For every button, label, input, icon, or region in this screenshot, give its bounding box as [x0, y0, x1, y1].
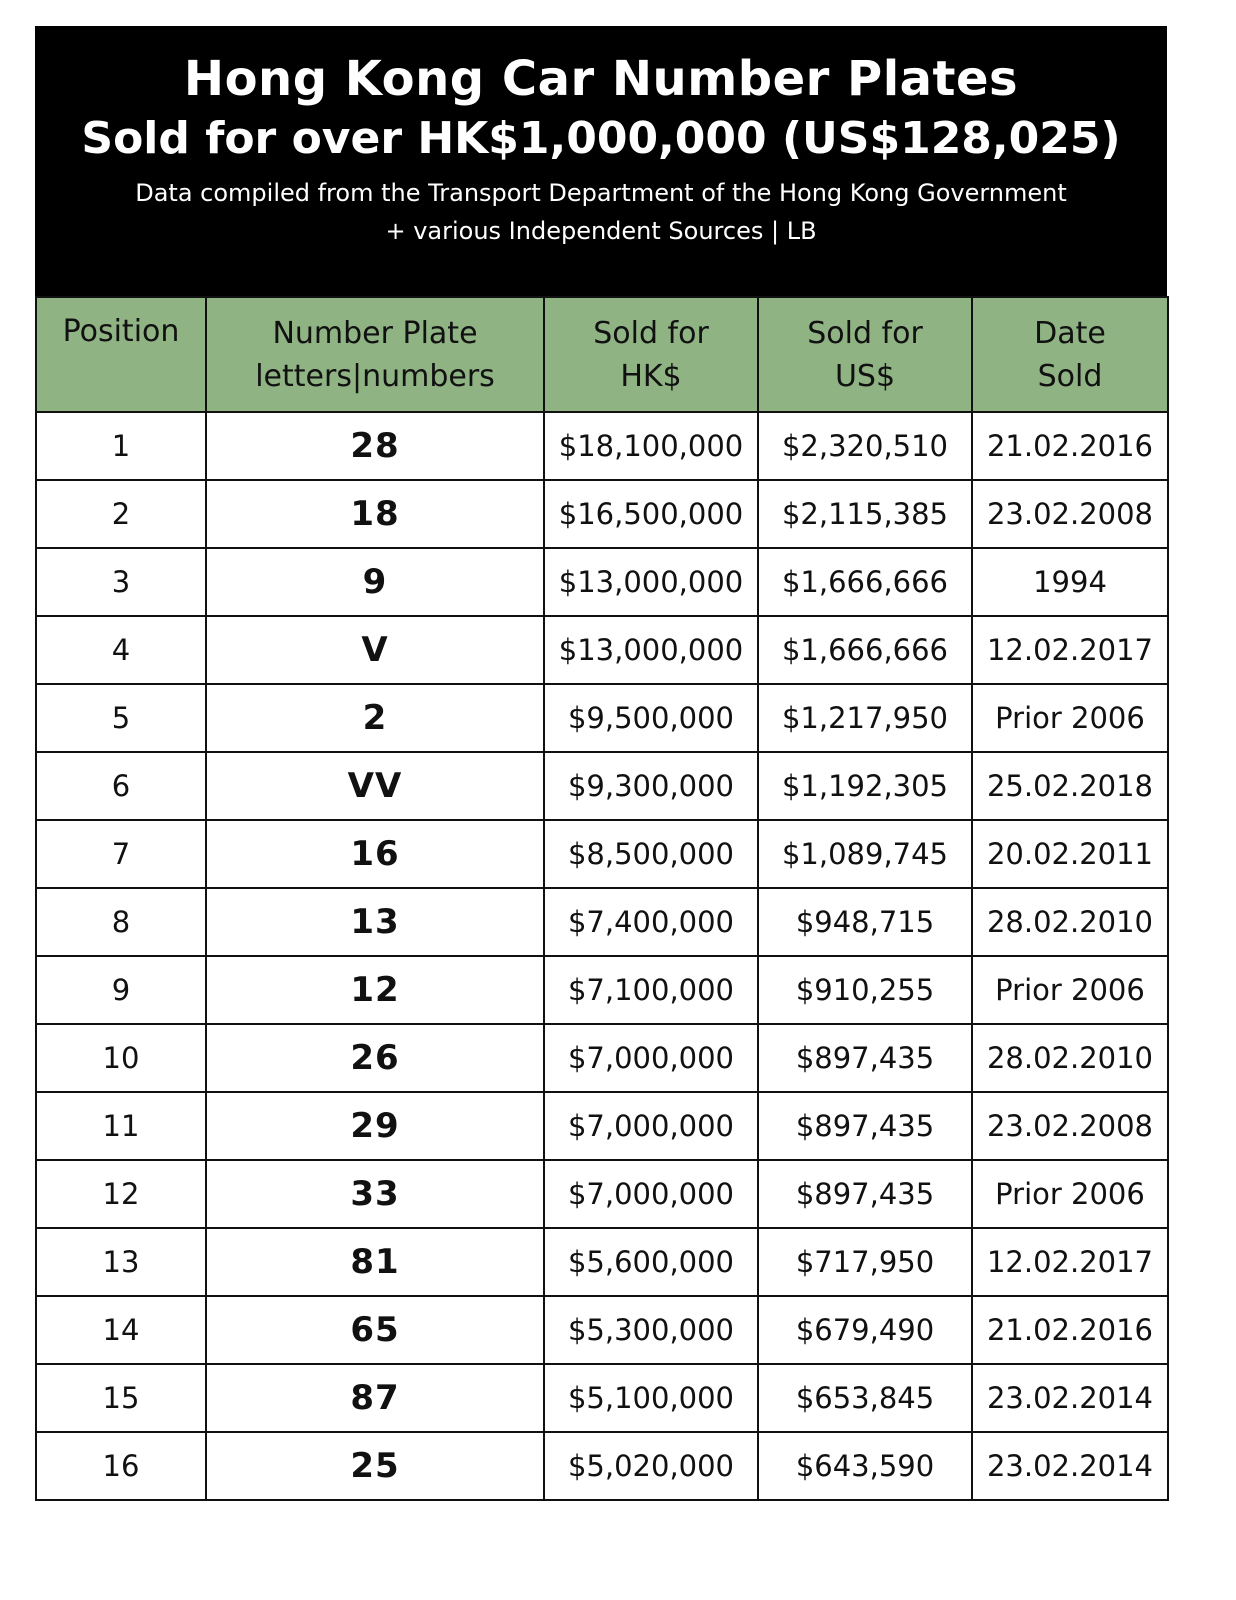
- source-line-1: Data compiled from the Transport Department of the Hong Kong Government: [135, 179, 1067, 207]
- cell-position: 2: [36, 480, 206, 548]
- cell-hkd: $16,500,000: [544, 480, 758, 548]
- cell-hkd: $7,000,000: [544, 1024, 758, 1092]
- cell-position: 14: [36, 1296, 206, 1364]
- column-header-date-line2: Sold: [1037, 358, 1103, 394]
- cell-hkd: $5,600,000: [544, 1228, 758, 1296]
- table-row: [36, 888, 1168, 956]
- column-header-plate: [206, 297, 544, 412]
- cell-date: 12.02.2017: [972, 1228, 1168, 1296]
- cell-usd: $1,192,305: [758, 752, 972, 820]
- cell-position: 15: [36, 1364, 206, 1432]
- cell-plate: V: [206, 616, 544, 684]
- table-row: [36, 616, 1168, 684]
- column-header-hkd-line2: HK$: [620, 358, 682, 394]
- source-line-2: + various Independent Sources | LB: [385, 217, 817, 245]
- column-header-usd: [758, 297, 972, 412]
- cell-usd: $2,115,385: [758, 480, 972, 548]
- title-banner: [35, 26, 1167, 296]
- cell-usd: $643,590: [758, 1432, 972, 1500]
- cell-hkd: $9,300,000: [544, 752, 758, 820]
- table-row: [36, 1160, 1168, 1228]
- plates-sheet: [35, 26, 1167, 1501]
- column-header-usd-line2: US$: [834, 358, 896, 394]
- column-header-date: [972, 297, 1168, 412]
- cell-plate: 16: [206, 820, 544, 888]
- table-row: [36, 1296, 1168, 1364]
- cell-date: 23.02.2014: [972, 1364, 1168, 1432]
- cell-hkd: $9,500,000: [544, 684, 758, 752]
- cell-date: 23.02.2008: [972, 480, 1168, 548]
- cell-usd: $897,435: [758, 1024, 972, 1092]
- cell-position: 1: [36, 412, 206, 480]
- table-row: [36, 480, 1168, 548]
- cell-plate: 12: [206, 956, 544, 1024]
- plates-table: [35, 296, 1169, 1501]
- column-header-hkd-line1: Sold for: [593, 315, 709, 351]
- table-row: [36, 412, 1168, 480]
- cell-date: 21.02.2016: [972, 1296, 1168, 1364]
- cell-usd: $1,666,666: [758, 548, 972, 616]
- column-header-plate-line1: Number Plate: [272, 315, 478, 351]
- cell-position: 4: [36, 616, 206, 684]
- cell-plate: 9: [206, 548, 544, 616]
- page-title: Hong Kong Car Number Plates: [183, 51, 1019, 107]
- table-row: [36, 1024, 1168, 1092]
- cell-hkd: $13,000,000: [544, 548, 758, 616]
- cell-hkd: $5,300,000: [544, 1296, 758, 1364]
- cell-plate: 33: [206, 1160, 544, 1228]
- column-header-plate-line2: letters|numbers: [255, 358, 495, 394]
- cell-position: 10: [36, 1024, 206, 1092]
- cell-hkd: $7,400,000: [544, 888, 758, 956]
- table-row: [36, 820, 1168, 888]
- cell-position: 13: [36, 1228, 206, 1296]
- cell-usd: $948,715: [758, 888, 972, 956]
- cell-position: 16: [36, 1432, 206, 1500]
- cell-position: 11: [36, 1092, 206, 1160]
- cell-hkd: $7,100,000: [544, 956, 758, 1024]
- cell-hkd: $7,000,000: [544, 1160, 758, 1228]
- cell-date: 1994: [972, 548, 1168, 616]
- cell-position: 6: [36, 752, 206, 820]
- cell-plate: 87: [206, 1364, 544, 1432]
- cell-usd: $717,950: [758, 1228, 972, 1296]
- table-header-row: [36, 297, 1168, 412]
- table-row: [36, 548, 1168, 616]
- cell-position: 9: [36, 956, 206, 1024]
- cell-date: 20.02.2011: [972, 820, 1168, 888]
- cell-date: 21.02.2016: [972, 412, 1168, 480]
- cell-plate: 26: [206, 1024, 544, 1092]
- cell-plate: 25: [206, 1432, 544, 1500]
- cell-usd: $910,255: [758, 956, 972, 1024]
- cell-plate: 18: [206, 480, 544, 548]
- cell-date: 23.02.2008: [972, 1092, 1168, 1160]
- cell-date: Prior 2006: [972, 956, 1168, 1024]
- cell-plate: 65: [206, 1296, 544, 1364]
- cell-date: 23.02.2014: [972, 1432, 1168, 1500]
- table-row: [36, 1092, 1168, 1160]
- cell-date: Prior 2006: [972, 1160, 1168, 1228]
- cell-usd: $1,666,666: [758, 616, 972, 684]
- cell-plate: 28: [206, 412, 544, 480]
- cell-date: 28.02.2010: [972, 888, 1168, 956]
- cell-usd: $1,217,950: [758, 684, 972, 752]
- table-row: [36, 684, 1168, 752]
- cell-plate: 81: [206, 1228, 544, 1296]
- cell-hkd: $7,000,000: [544, 1092, 758, 1160]
- cell-position: 7: [36, 820, 206, 888]
- column-header-hkd: [544, 297, 758, 412]
- cell-position: 5: [36, 684, 206, 752]
- column-header-date-line1: Date: [1034, 315, 1106, 351]
- cell-usd: $679,490: [758, 1296, 972, 1364]
- column-header-position-label: Position: [62, 314, 180, 349]
- cell-usd: $2,320,510: [758, 412, 972, 480]
- cell-hkd: $5,100,000: [544, 1364, 758, 1432]
- cell-usd: $897,435: [758, 1160, 972, 1228]
- cell-plate: VV: [206, 752, 544, 820]
- cell-plate: 13: [206, 888, 544, 956]
- cell-hkd: $18,100,000: [544, 412, 758, 480]
- cell-position: 12: [36, 1160, 206, 1228]
- table-row: [36, 1364, 1168, 1432]
- source-note: [35, 174, 1167, 250]
- cell-position: 8: [36, 888, 206, 956]
- table-row: [36, 1432, 1168, 1500]
- table-row: [36, 956, 1168, 1024]
- table-row: [36, 1228, 1168, 1296]
- page-subtitle: Sold for over HK$1,000,000 (US$128,025): [81, 113, 1121, 164]
- cell-date: 28.02.2010: [972, 1024, 1168, 1092]
- table-row: [36, 752, 1168, 820]
- cell-usd: $897,435: [758, 1092, 972, 1160]
- cell-date: 12.02.2017: [972, 616, 1168, 684]
- column-header-usd-line1: Sold for: [807, 315, 923, 351]
- cell-date: Prior 2006: [972, 684, 1168, 752]
- cell-usd: $653,845: [758, 1364, 972, 1432]
- cell-hkd: $8,500,000: [544, 820, 758, 888]
- cell-plate: 29: [206, 1092, 544, 1160]
- cell-plate: 2: [206, 684, 544, 752]
- cell-usd: $1,089,745: [758, 820, 972, 888]
- cell-hkd: $5,020,000: [544, 1432, 758, 1500]
- column-header-position: [36, 297, 206, 412]
- cell-date: 25.02.2018: [972, 752, 1168, 820]
- cell-hkd: $13,000,000: [544, 616, 758, 684]
- cell-position: 3: [36, 548, 206, 616]
